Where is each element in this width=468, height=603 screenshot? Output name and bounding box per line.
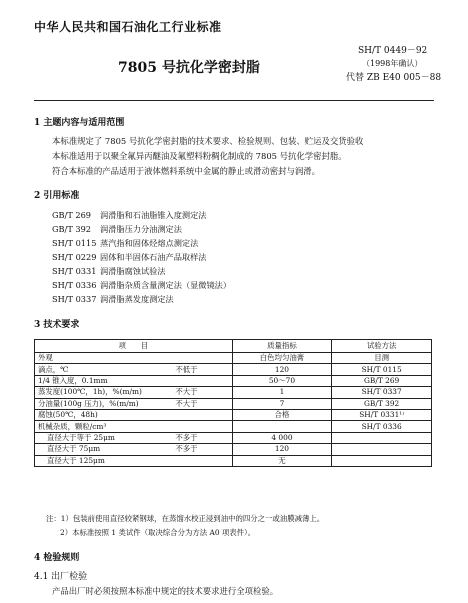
row-item: 直径大于 125μm — [35, 455, 173, 466]
row-condition — [172, 353, 232, 364]
reference-code: SH/T 0229 — [52, 252, 97, 262]
row-spec: 7 — [232, 398, 332, 409]
row-method — [332, 432, 432, 443]
row-method: SH/T 0337 — [332, 387, 432, 398]
row-condition: 不多于 — [172, 432, 232, 443]
reference-code: SH/T 0115 — [52, 238, 97, 248]
row-condition — [172, 375, 232, 386]
reference-title: 润滑脂杂质含量测定法（显微镜法） — [100, 280, 232, 290]
section-2-heading: 2 引用标准 — [34, 191, 80, 201]
header-item: 项 目 — [35, 340, 233, 353]
reference-code: GB/T 269 — [52, 210, 92, 220]
document-title: 7805 号抗化学密封脂 — [118, 60, 260, 76]
row-item: 分油量(100g 压力)，%(m/m) — [35, 398, 173, 409]
header-method: 试验方法 — [332, 340, 432, 353]
standard-year: （1998年确认） — [362, 59, 423, 68]
row-condition — [172, 421, 232, 432]
section-4-heading: 4 检验规则 — [34, 553, 80, 563]
reference-code: SH/T 0336 — [52, 280, 97, 290]
row-method: SH/T 0115 — [332, 364, 432, 375]
row-condition: 不多于 — [172, 444, 232, 455]
row-item: 直径大于 75μm — [35, 444, 173, 455]
row-method — [332, 444, 432, 455]
section-3-heading: 3 技术要求 — [34, 320, 80, 330]
table-row — [35, 364, 432, 375]
row-condition — [172, 409, 232, 420]
row-item: 1/4 锥入度，0.1mm — [35, 375, 173, 386]
row-spec: 120 — [232, 444, 332, 455]
row-item: 直径大于等于 25μm — [35, 432, 173, 443]
row-item: 机械杂质，颗粒/cm³ — [35, 421, 173, 432]
row-spec: 白色均匀油膏 — [232, 353, 332, 364]
table-note-2: 2）本标准按照 1 类试件（取决综合分为方法 A0 项表件）。 — [60, 528, 256, 537]
reference-title: 润滑脂压力分油测定法 — [100, 224, 182, 234]
technical-requirements-table — [34, 339, 432, 467]
row-method — [332, 455, 432, 466]
reference-title: 固体和半固体石油产品取样法 — [100, 252, 207, 262]
table-row — [35, 421, 432, 432]
header-spec: 质量指标 — [232, 340, 332, 353]
table-header-row — [35, 340, 432, 353]
row-condition: 不低于 — [172, 364, 232, 375]
row-method: GB/T 269 — [332, 375, 432, 386]
row-method: SH/T 0331¹⁾ — [332, 409, 432, 420]
row-spec — [232, 421, 332, 432]
row-spec: 50～70 — [232, 375, 332, 386]
section-1-heading: 1 主题内容与适用范围 — [34, 118, 125, 128]
section-1-paragraph-2: 本标准适用于以聚全氟异丙醚油及氟塑料粉稠化制成的 7805 号抗化学密封脂。 — [52, 151, 347, 161]
reference-title: 润滑脂腐蚀试验法 — [100, 266, 166, 276]
table-row — [35, 455, 432, 466]
standard-replaces: 代替 ZB E40 005－88 — [346, 73, 442, 83]
row-condition — [172, 455, 232, 466]
table-note-1: 注：1）包装前使用直径较紧钢球，在蒸馏水校正浸到油中的四分之一或油膜减薄上。 — [46, 514, 325, 523]
row-item: 蒸发度(100℃，1h)，%(m/m) — [35, 387, 173, 398]
reference-code: SH/T 0331 — [52, 266, 97, 276]
row-spec: 4 000 — [232, 432, 332, 443]
table-row — [35, 353, 432, 364]
table-row — [35, 432, 432, 443]
reference-title: 润滑脂和石油脂锥入度测定法 — [100, 210, 207, 220]
row-method: 目测 — [332, 353, 432, 364]
row-method: SH/T 0336 — [332, 421, 432, 432]
table-row — [35, 409, 432, 420]
row-item: 腐蚀(50℃，48h) — [35, 409, 173, 420]
table-row — [35, 444, 432, 455]
row-method: GB/T 392 — [332, 398, 432, 409]
standard-body-title: 中华人民共和国石油化工行业标准 — [34, 20, 222, 34]
section-4-1-text: 产品出厂时必须按照本标准中规定的技术要求进行全项检验。 — [52, 586, 279, 596]
table-row — [35, 375, 432, 386]
section-1-paragraph-3: 符合本标准的产品适用于液体燃料系统中金属的静止或滑动密封与润滑。 — [52, 166, 320, 176]
row-condition: 不大于 — [172, 387, 232, 398]
row-condition: 不大于 — [172, 398, 232, 409]
row-spec: 无 — [232, 455, 332, 466]
row-item: 外观 — [35, 353, 173, 364]
reference-code: SH/T 0337 — [52, 294, 97, 304]
section-4-1-heading: 4.1 出厂检验 — [34, 572, 88, 582]
table-row — [35, 387, 432, 398]
table-row — [35, 398, 432, 409]
header-divider — [34, 100, 434, 101]
reference-code: GB/T 392 — [52, 224, 92, 234]
row-spec: 1 — [232, 387, 332, 398]
row-spec: 合格 — [232, 409, 332, 420]
row-item: 滴点，℃ — [35, 364, 173, 375]
row-spec: 120 — [232, 364, 332, 375]
reference-title: 蒸汽指和固体烃熔点测定法 — [100, 238, 199, 248]
section-1-paragraph-1: 本标准规定了 7805 号抗化学密封脂的技术要求、检验规则、包装、贮运及交货验收 — [52, 136, 364, 146]
reference-title: 润滑脂蒸发度测定法 — [100, 294, 174, 304]
standard-number: SH/T 0449－92 — [358, 46, 428, 56]
